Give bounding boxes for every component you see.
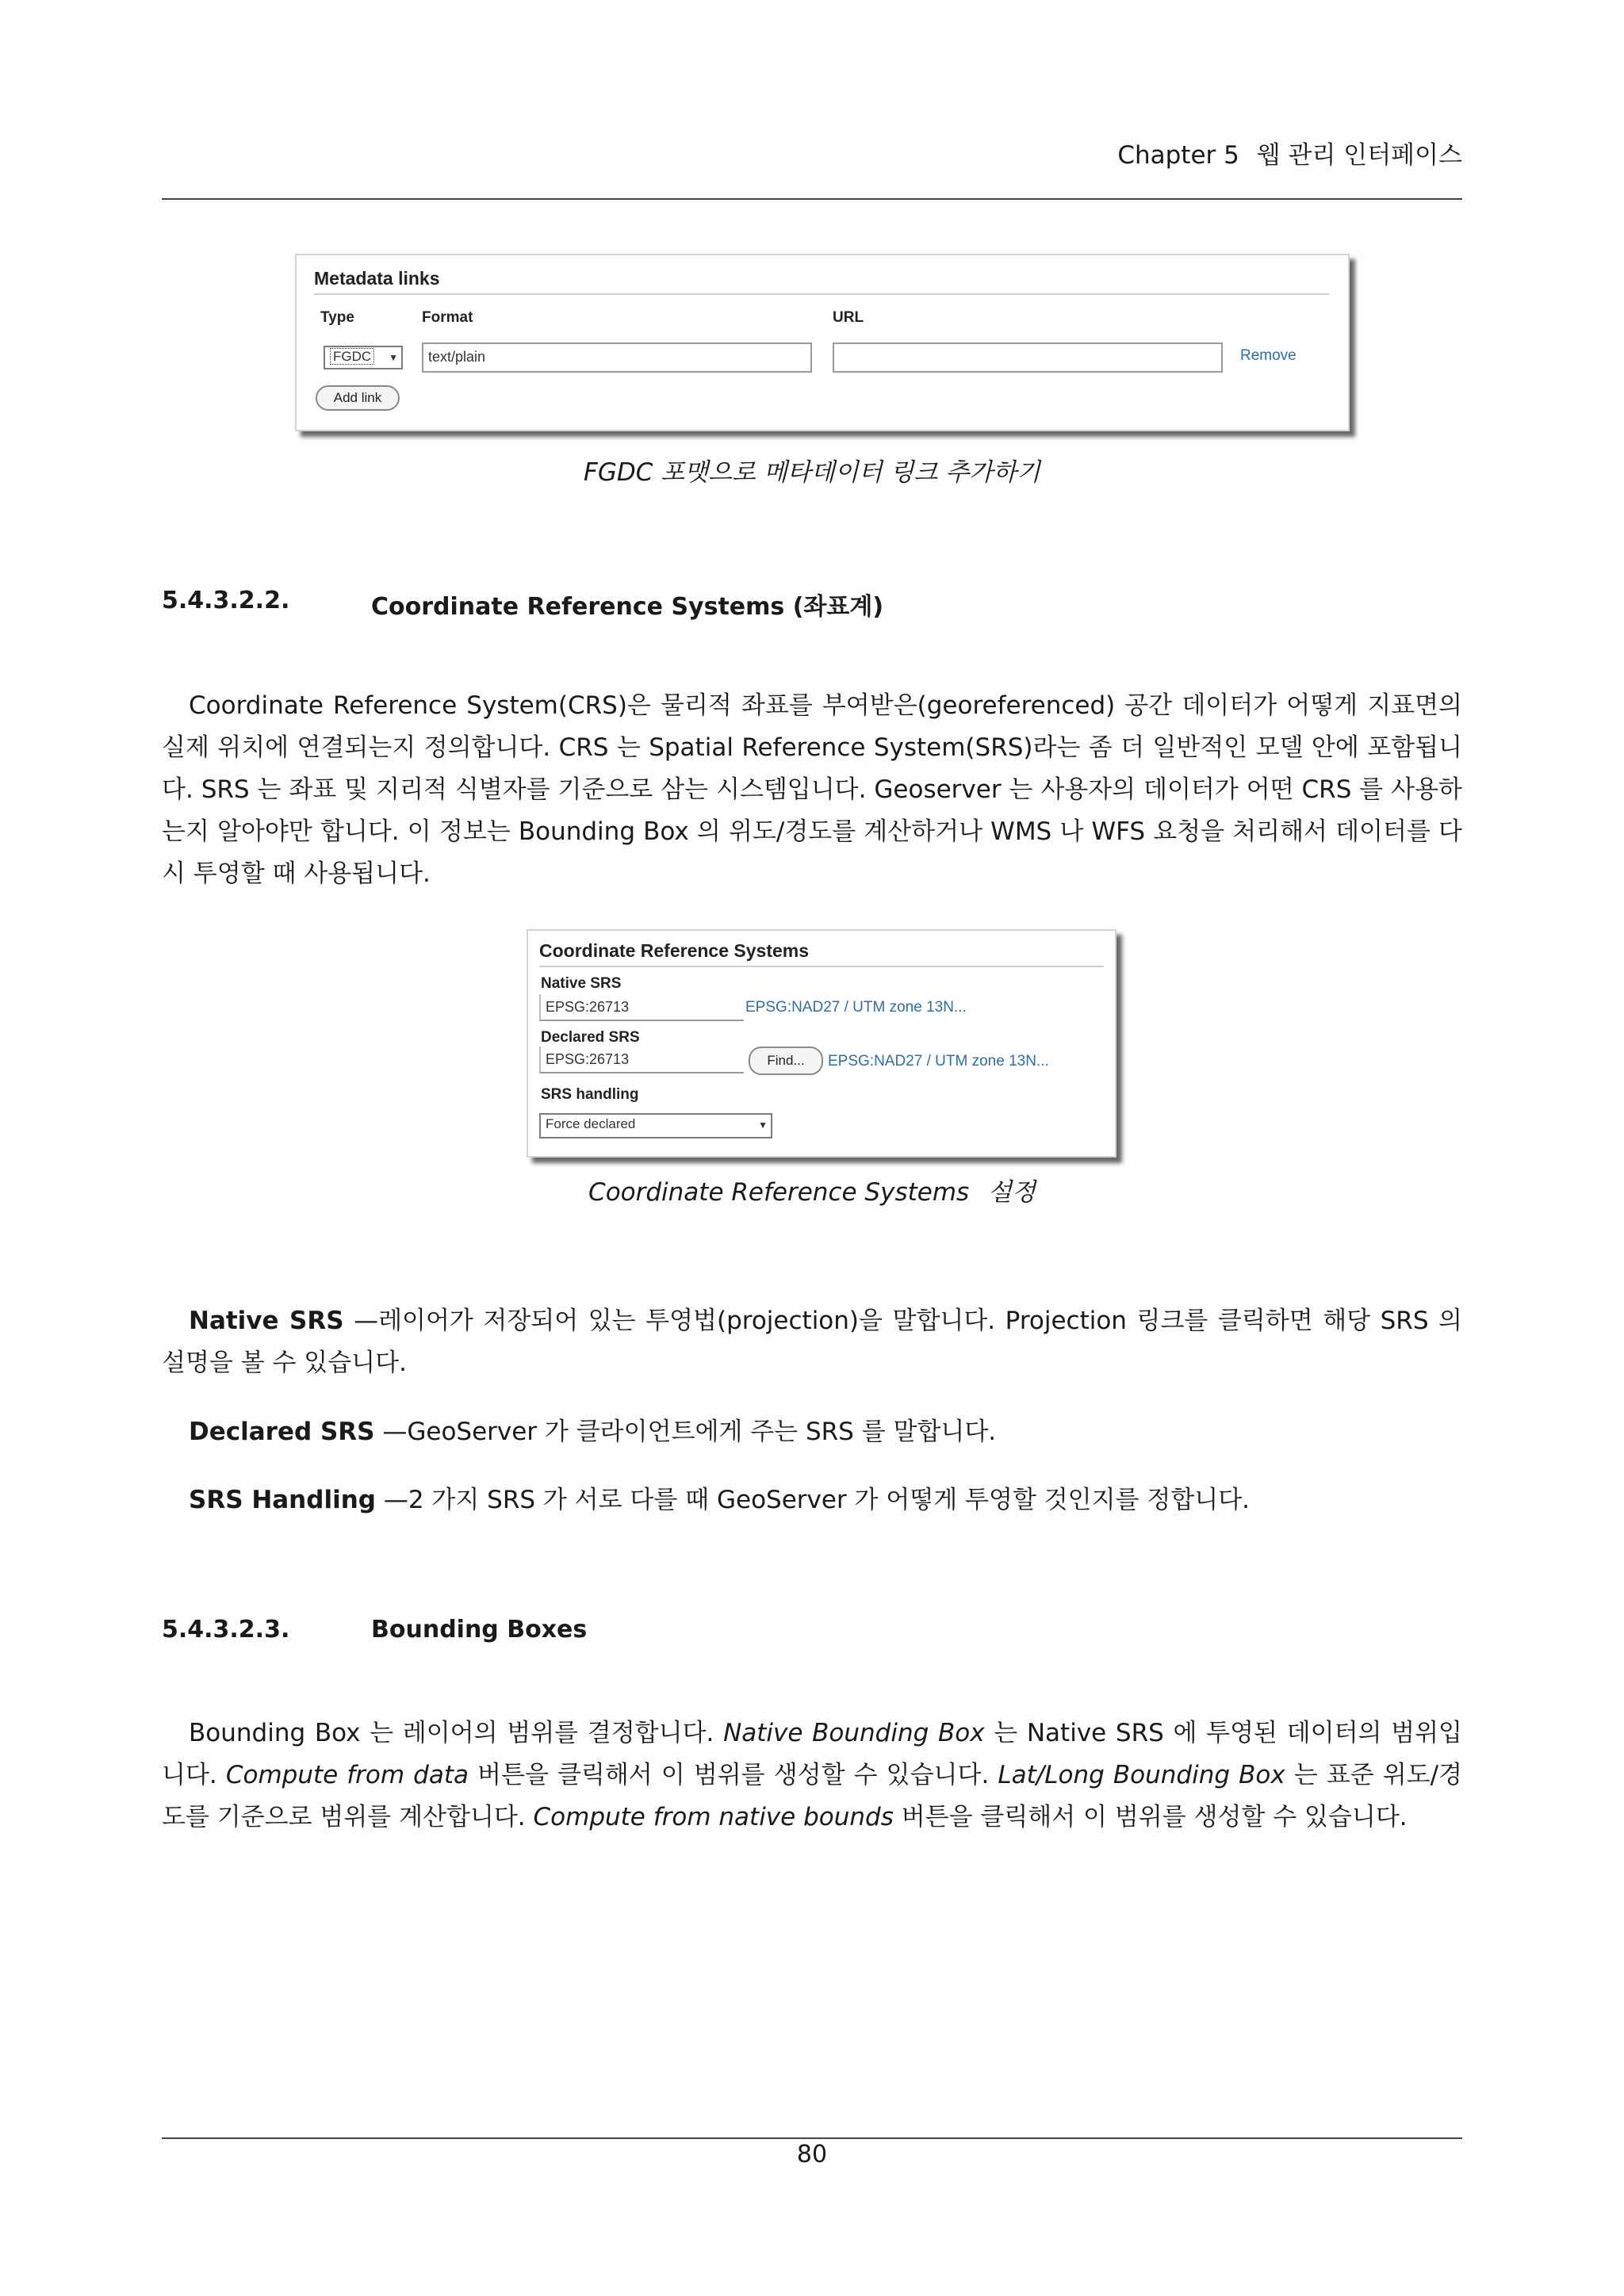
srs-handling-definition: —2 가지 SRS 가 서로 다를 때 GeoServer 가 어떻게 투영할 것인지를 정합니다. bbox=[383, 1486, 1251, 1514]
paragraph-crs bbox=[162, 685, 1462, 895]
chevron-down-icon: ▼ bbox=[389, 352, 398, 363]
native-srs-definition: —레이어가 저장되어 있는 투영법(projection)을 말합니다. Projection 링크를 클릭하면 해당 SRS 의 설명을 볼 수 있습니다. bbox=[162, 1307, 1463, 1377]
bbox-text-3: 버튼을 클릭해서 이 범위를 생성할 수 있습니다. bbox=[468, 1761, 998, 1789]
bbox-text-4: 는 표준 위도/경도를 기준으로 범위를 계산합니다. bbox=[162, 1761, 1462, 1831]
type-select-value: FGDC bbox=[330, 348, 374, 365]
native-srs-label: Native SRS bbox=[541, 975, 622, 992]
metadata-links-panel bbox=[295, 254, 1350, 431]
srs-handling-select[interactable] bbox=[539, 1113, 772, 1138]
chevron-down-icon: ▼ bbox=[758, 1119, 768, 1131]
declared-srs-term: Declared SRS bbox=[189, 1418, 375, 1446]
paragraph-bbox bbox=[162, 1712, 1462, 1839]
declared-srs-input[interactable]: EPSG:26713 bbox=[539, 1047, 744, 1073]
bbox-term-compute-from-native-bounds: Compute from native bounds bbox=[533, 1803, 894, 1831]
srs-handling-term: SRS Handling bbox=[189, 1486, 376, 1514]
srs-handling-label: SRS handling bbox=[541, 1086, 639, 1103]
chapter-label: Chapter 5 bbox=[1117, 141, 1239, 170]
bbox-text-2: 는 Native SRS 에 투영된 데이터의 범위입니다. bbox=[162, 1719, 1462, 1789]
format-input[interactable]: text/plain bbox=[422, 342, 812, 373]
figure-caption-crs bbox=[162, 1172, 1462, 1207]
url-column-header: URL bbox=[833, 309, 864, 326]
section-title-crs: Coordinate Reference Systems (좌표계) bbox=[371, 593, 884, 621]
metadata-panel-divider bbox=[314, 293, 1329, 295]
figure-caption-metadata: FGDC 포맷으로 메타데이터 링크 추가하기 bbox=[584, 458, 1040, 487]
header-rule bbox=[162, 198, 1462, 200]
bbox-text-5: 버튼을 클릭해서 이 범위를 생성할 수 있습니다. bbox=[893, 1803, 1408, 1831]
find-button[interactable]: Find... bbox=[749, 1047, 823, 1075]
paragraph-crs-text: Coordinate Reference System(CRS)은 물리적 좌표를 부여받은(georeferenced) 공간 데이터가 어떻게 지표면의 실제 위치에 연결되는지 정의합니다. CRS 는 Spatial Reference System(SRS)라는 좀 더 일반적인 모델 안에 포함됩니다. SRS 는 좌표 및 지리적 식별자를 기준으로 삼는 시스템입니다. Geoserver 는 사용자의 데이터가 어떤 CRS 를 사용하는지 알아야만 합니다. 이 정보는 Bounding Box 의 위도/경도를 계산하거나 WMS 나 WFS 요청을 처리해서 데이터를 다시 투영할 때 사용됩니다. bbox=[162, 691, 1462, 888]
url-input[interactable] bbox=[833, 342, 1223, 373]
declared-srs-link[interactable]: EPSG:NAD27 / UTM zone 13N... bbox=[828, 1053, 1049, 1070]
section-number-bbox: 5.4.3.2.3. bbox=[162, 1616, 290, 1644]
bbox-text-1: Bounding Box 는 레이어의 범위를 결정합니다. bbox=[189, 1719, 724, 1747]
declared-srs-label: Declared SRS bbox=[541, 1029, 640, 1046]
remove-link[interactable]: Remove bbox=[1240, 347, 1297, 364]
section-title-bbox: Bounding Boxes bbox=[371, 1616, 588, 1644]
type-column-header: Type bbox=[320, 309, 354, 326]
figure-caption-crs-suffix: 설정 bbox=[988, 1178, 1036, 1207]
native-srs-input[interactable]: EPSG:26713 bbox=[539, 994, 744, 1021]
crs-panel bbox=[527, 929, 1116, 1158]
metadata-panel-title: Metadata links bbox=[314, 268, 440, 289]
page-number: 80 bbox=[796, 2141, 828, 2168]
add-link-button[interactable]: Add link bbox=[316, 385, 400, 411]
definition-declared-srs bbox=[189, 1411, 1462, 1453]
running-header bbox=[1117, 135, 1462, 170]
native-srs-term: Native SRS bbox=[189, 1307, 344, 1335]
paragraph-bbox-text bbox=[162, 1712, 1462, 1839]
type-select[interactable] bbox=[324, 346, 403, 369]
crs-panel-divider bbox=[539, 966, 1104, 967]
section-number-crs: 5.4.3.2.2. bbox=[162, 587, 290, 614]
bbox-term-compute-from-data: Compute from data bbox=[225, 1761, 469, 1789]
crs-panel-title: Coordinate Reference Systems bbox=[539, 940, 810, 961]
definition-srs-handling bbox=[189, 1479, 1462, 1521]
native-srs-link[interactable]: EPSG:NAD27 / UTM zone 13N... bbox=[745, 999, 967, 1016]
bbox-term-native-bounding-box: Native Bounding Box bbox=[723, 1719, 985, 1747]
footer-rule bbox=[162, 2137, 1462, 2139]
format-column-header: Format bbox=[422, 309, 473, 326]
srs-handling-value: Force declared bbox=[546, 1116, 636, 1131]
figure-caption-crs-text: Coordinate Reference Systems bbox=[588, 1178, 970, 1207]
definition-native-srs bbox=[162, 1300, 1462, 1384]
bbox-term-latlong-bounding-box: Lat/Long Bounding Box bbox=[998, 1761, 1285, 1789]
chapter-title: 웹 관리 인터페이스 bbox=[1256, 141, 1462, 170]
declared-srs-definition: —GeoServer 가 클라이언트에게 주는 SRS 를 말합니다. bbox=[382, 1418, 997, 1446]
